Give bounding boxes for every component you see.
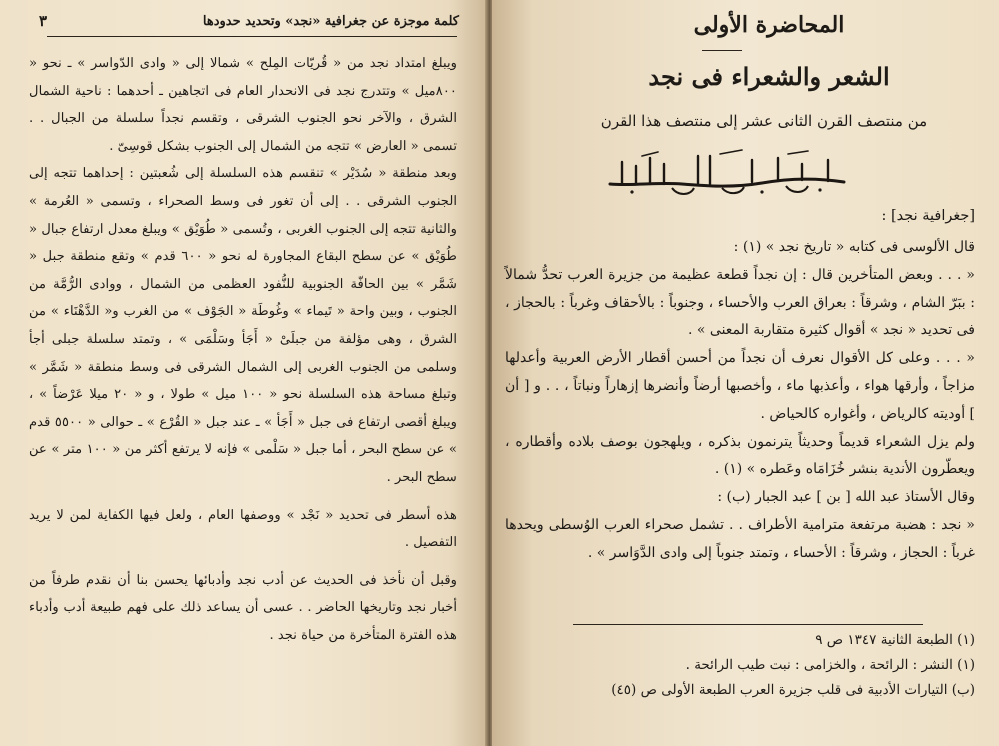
paragraph: وقال الأستاذ عبد الله [ بن ] عبد الجبار (ب) : bbox=[717, 489, 975, 506]
left-body-text bbox=[29, 50, 457, 649]
right-body-text bbox=[505, 234, 975, 568]
paragraph: وبعد منطقة « سُدَيْر » تنقسم هذه السلسلة إلى شُعبتين : إحداهما تتجه إلى الجنوب الشرقى . . إلى أن تغور فى وسط الصحراء ، وتسمى « العُرمة » والثانية تتجه إلى الجنوب الغربى ، وتُسمى « طُوَيْق » ويبلغ معدل ارتفاع جبال « طُوَيْق » عن سطح البقاع المجاورة له نحو « ٦٠٠ قدم » وتقع منطقة جبل « شَمَّر » بين الحافّة الجنوبية للنُّفود العظمى من الشمال ، ووادى الرُّمَّة من الجنوب ، وبين واحة « تَيماء » وغُوطَة « الجَوْف » من الغرب و« الدَّهْنَاء » من الشرق ، وهى مؤلفة من جبلَىْ « أَجَأ وسَلْمَى » ، وتمتد سلسلة جبلى أجأ وسلمى من الجنوب الغربى إلى الشمال الشرقى فى وسط منطقة « شَمَّر » وتبلغ مساحة هذه السلسلة نحو « ١٠٠ ميل » طولا ، و « ٢٠ ميلا عَرْضاً » ، ويبلغ أقصى ارتفاع فى جبل « أَجَأ » ـ عند جبل « القُرْع » ـ حوالى « ٥٥٠٠ قدم » عن سطح البحر ، أما جبل « سَلْمى » فإنه لا يرتفع أكثر من « ١٠٠ متر » عن سطح البحر . bbox=[29, 166, 457, 485]
running-head-title: كلمة موجزة عن جغرافية «نجد» وتحديد حدودها bbox=[202, 13, 459, 29]
basmala-calligraphy bbox=[602, 148, 852, 200]
period-subtitle: من منتصف القرن الثانى عشر إلى منتصف هذا القرن bbox=[600, 112, 928, 130]
paragraph: ويبلغ امتداد نجد من « قُريّات المِلح » شمالا إلى « وادى الدّواسر » ـ نحو « ٨٠٠ميل » وتتدرج نجد فى الانحدار العام فى اتجاهين ـ أحدهما : ناحية الشمال الشرق ، والآخر نحو الجنوب الشرقى ، وتقسم نجداً سلسلة من الجبال . . تسمى « العارض » تتجه من الشمال إلى الجنوب بشكل قوسِىّ . bbox=[29, 56, 457, 154]
left-page bbox=[0, 0, 487, 746]
paragraph: وقبل أن نأخذ فى الحديث عن أدب نجد وأدبائها يحسن بنا أن نقدم طرفاً من أخبار نجد وتاريخها الحاضر . . عسى أن يساعد ذلك على فهم طبيعة أدب وأدباء هذه الفترة المتأخرة من حياة نجد . bbox=[29, 572, 457, 643]
footnote-rule bbox=[573, 624, 923, 625]
paragraph: قال الألوسى فى كتابه « تاريخ نجد » (١) : bbox=[733, 239, 975, 255]
main-title: الشعر والشعراء فى نجد bbox=[648, 62, 890, 91]
section-heading: [جغرافية نجد] : bbox=[881, 208, 975, 224]
paragraph: « . . . وعلى كل الأقوال نعرف أن نجداً من أحسن أقطار الأرض العربية وأعدلها مزاجاً ، وأرقها هواء ، وأعذبها ماء ، وأخصبها أرضاً وأنضرها إزهاراً ونباتاً ، . . و [ أن ] أوديته كالرياض ، وأغواره كالحياض . bbox=[505, 350, 975, 422]
paragraph: « نجد : هضبة مرتفعة مترامية الأطراف . . تشمل صحراء العرب الوُسطى ويحدها غرباً : الحجاز ، وشرقاً : الأحساء ، وتمتد جنوباً إلى وادى الدَّوَاسر » . bbox=[505, 516, 975, 561]
basmala-icon bbox=[602, 148, 852, 200]
title-rule bbox=[702, 50, 742, 51]
paragraph: « . . . وبعض المتأخرين قال : إن نجداً قطعة عظيمة من جزيرة العرب تحدُّ شمالاً : ببَرّ الشام ، وشرقاً : بعراق العرب والأحساء ، وجنوباً : بالأحقاف وغرباً : بالحجاز ، فى تحديد « نجد » أقوال كثيرة متقاربة المعنى » . bbox=[505, 266, 975, 339]
footnote: (١) النشر : الرائحة ، والخزامى : نبت طيب الرائحة . bbox=[685, 657, 975, 673]
paragraph: هذه أسطر فى تحديد « نَجْد » ووصفها العام ، ولعل فيها الكفاية لمن لا يريد التفصيل . bbox=[29, 507, 457, 551]
footnote: (١) الطبعة الثانية ١٣٤٧ ص ٩ bbox=[815, 632, 975, 648]
running-head bbox=[39, 8, 459, 34]
page-number: ٣ bbox=[39, 12, 48, 30]
paragraph: ولم يزل الشعراء قديماً وحديثاً يترنمون بذكره ، ويلهجون بوصف بلاده وأقطاره ، ويعطّرون الأندية بنشر خُزَامَاه وعَطره » (١) . bbox=[505, 433, 975, 478]
lecture-title: المحاضرة الأولى bbox=[693, 12, 845, 38]
right-page bbox=[492, 0, 999, 746]
header-rule bbox=[47, 36, 457, 37]
footnotes bbox=[535, 628, 975, 703]
footnote: (ب) التيارات الأدبية فى قلب جزيرة العرب الطبعة الأولى ص (٤٥) bbox=[611, 682, 975, 698]
